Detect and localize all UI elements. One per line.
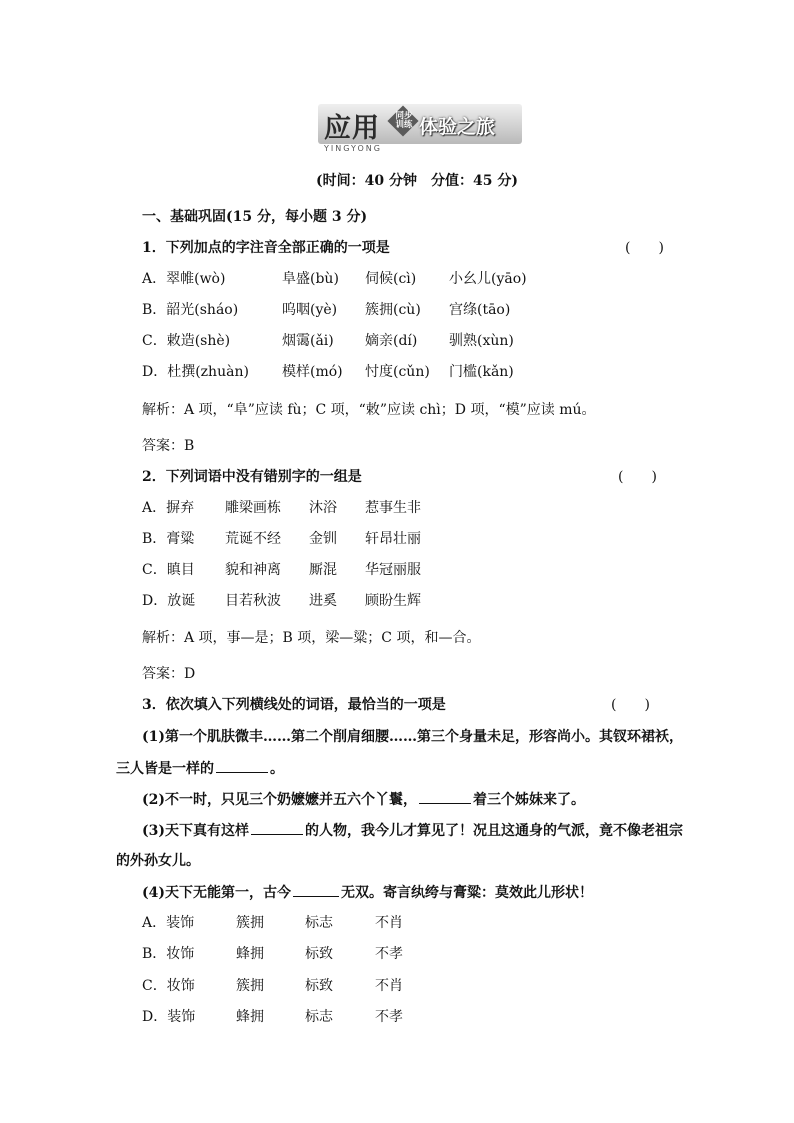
q2-answer: 答案：D (142, 666, 196, 682)
q2-option-d-4: 顾盼生辉 (365, 593, 421, 609)
q3-sentence-3-line-1 (142, 821, 683, 840)
q2-analysis: 解析：A 项，事—是；B 项，梁—粱；C 项，和—合。 (142, 630, 481, 646)
q3-option-a-3: 标志 (305, 915, 333, 931)
q2-option-d-3: 进奚 (309, 593, 337, 609)
q2-option-c-2: 貌和神离 (225, 562, 281, 578)
q1-analysis: 解析：A 项，“阜”应读 fù；C 项，“敕”应读 chì；D 项，“模”应读 mú。 (142, 402, 596, 418)
q2-option-c-1: C．瞋目 (142, 562, 195, 578)
q1-option-a-4: 小幺儿(yāo) (449, 271, 527, 287)
logo-small-bottom: 训练 (395, 120, 413, 130)
logo-sub-text: 体验之旅 (419, 116, 496, 138)
q3-option-c-3: 标致 (305, 978, 333, 994)
q1-option-d-2: 模样(mó) (282, 364, 343, 380)
q3-blank-2 (419, 790, 471, 804)
q1-option-c-3: 嫡亲(dí) (365, 333, 418, 349)
q2-option-a-2: 雕梁画栋 (225, 500, 281, 516)
q3-option-a-4: 不肖 (375, 915, 403, 931)
q1-option-c-2: 烟霭(ǎi) (282, 333, 334, 349)
q3-option-a-2: 簇拥 (236, 915, 264, 931)
q3-sentence-1-line-2 (116, 759, 284, 778)
q1-option-b-3: 簇拥(cù) (365, 302, 421, 318)
q3-sentence-3-line-2: 的外孙女儿。 (116, 853, 200, 869)
q3-blank-1 (216, 759, 268, 773)
q1-option-a-3: 伺候(cì) (365, 271, 417, 287)
q3-blank-4 (293, 883, 339, 897)
q3-option-b-1: B．妆饰 (142, 946, 195, 962)
logo-small-top: 同步 (395, 111, 413, 121)
q3-sentence-4 (142, 883, 593, 902)
q2-option-b-3: 金钏 (309, 531, 337, 547)
q2-option-c-4: 华冠丽服 (365, 562, 421, 578)
q3-s4-text-b: 无双。寄言纨绔与膏粱：莫效此儿形状！ (341, 885, 593, 901)
q2-option-b-4: 轩昂壮丽 (365, 531, 421, 547)
q3-s3-text-a: (3)天下真有这样 (142, 823, 249, 839)
q3-option-d-2: 蜂拥 (236, 1009, 264, 1025)
header-logo (318, 104, 522, 156)
q1-answer: 答案：B (142, 438, 195, 454)
q3-option-c-2: 簇拥 (236, 978, 264, 994)
logo-small-text (395, 112, 413, 130)
q3-blank-3 (251, 821, 303, 835)
section-title: 一、基础巩固(15 分，每小题 3 分) (142, 209, 368, 225)
q2-option-a-4: 惹事生非 (365, 500, 421, 516)
q1-option-b-1: B．韶光(sháo) (142, 302, 239, 318)
q2-option-a-1: A．摒弃 (142, 500, 195, 516)
q1-option-d-1: D．杜撰(zhuàn) (142, 364, 249, 380)
q3-option-c-1: C．妆饰 (142, 978, 195, 994)
time-score-meta: (时间：40 分钟 分值：45 分) (316, 173, 518, 189)
q1-option-d-4: 门槛(kǎn) (449, 364, 514, 380)
q1-answer-bracket: ( ) (625, 240, 664, 256)
q2-option-c-3: 厮混 (309, 562, 337, 578)
q3-option-c-4: 不肖 (375, 978, 403, 994)
q3-s3-text-b: 的人物，我今儿才算见了！况且这通身的气派，竟不像老祖宗 (305, 823, 683, 839)
q1-option-a-1: A．翠帷(wò) (142, 271, 226, 287)
q3-option-b-3: 标致 (305, 946, 333, 962)
q3-s1-text-b: 。 (270, 761, 284, 777)
logo-pinyin: YINGYONG (324, 144, 382, 153)
q3-option-b-4: 不孝 (375, 946, 403, 962)
q3-option-d-3: 标志 (305, 1009, 333, 1025)
q3-option-d-1: D．装饰 (142, 1009, 196, 1025)
q2-answer-bracket: ( ) (618, 469, 657, 485)
q2-option-b-2: 荒诞不经 (225, 531, 281, 547)
q1-option-d-3: 忖度(cǔn) (365, 364, 430, 380)
q2-option-d-1: D．放诞 (142, 593, 196, 609)
q1-option-b-4: 宫绦(tāo) (449, 302, 511, 318)
q1-option-c-4: 驯熟(xùn) (449, 333, 514, 349)
q3-s4-text-a: (4)天下无能第一，古今 (142, 885, 291, 901)
q3-option-a-1: A．装饰 (142, 915, 195, 931)
q3-s2-text-a: (2)不一时，只见三个奶嬷嬷并五六个丫鬟， (142, 792, 417, 808)
q3-option-b-2: 蜂拥 (236, 946, 264, 962)
q2-stem: 2．下列词语中没有错别字的一组是 (142, 469, 362, 485)
q2-option-b-1: B．膏粱 (142, 531, 195, 547)
q3-sentence-1-line-1: (1)第一个肌肤微丰……第二个削肩细腰……第三个身量未足，形容尚小。其钗环裙袄， (142, 729, 683, 745)
q3-s1-text-a: 三人皆是一样的 (116, 761, 214, 777)
q3-sentence-2 (142, 790, 585, 809)
q1-option-b-2: 呜咽(yè) (282, 302, 338, 318)
q3-s2-text-b: 着三个姊妹来了。 (473, 792, 585, 808)
q1-option-a-2: 阜盛(bù) (282, 271, 339, 287)
q3-answer-bracket: ( ) (611, 697, 650, 713)
q2-option-d-2: 目若秋波 (225, 593, 281, 609)
logo-main-text: 应用 (324, 113, 380, 144)
q3-stem: 3．依次填入下列横线处的词语，最恰当的一项是 (142, 697, 446, 713)
q3-option-d-4: 不孝 (375, 1009, 403, 1025)
q2-option-a-3: 沐浴 (309, 500, 337, 516)
q1-option-c-1: C．敕造(shè) (142, 333, 231, 349)
q1-stem: 1．下列加点的字注音全部正确的一项是 (142, 240, 390, 256)
